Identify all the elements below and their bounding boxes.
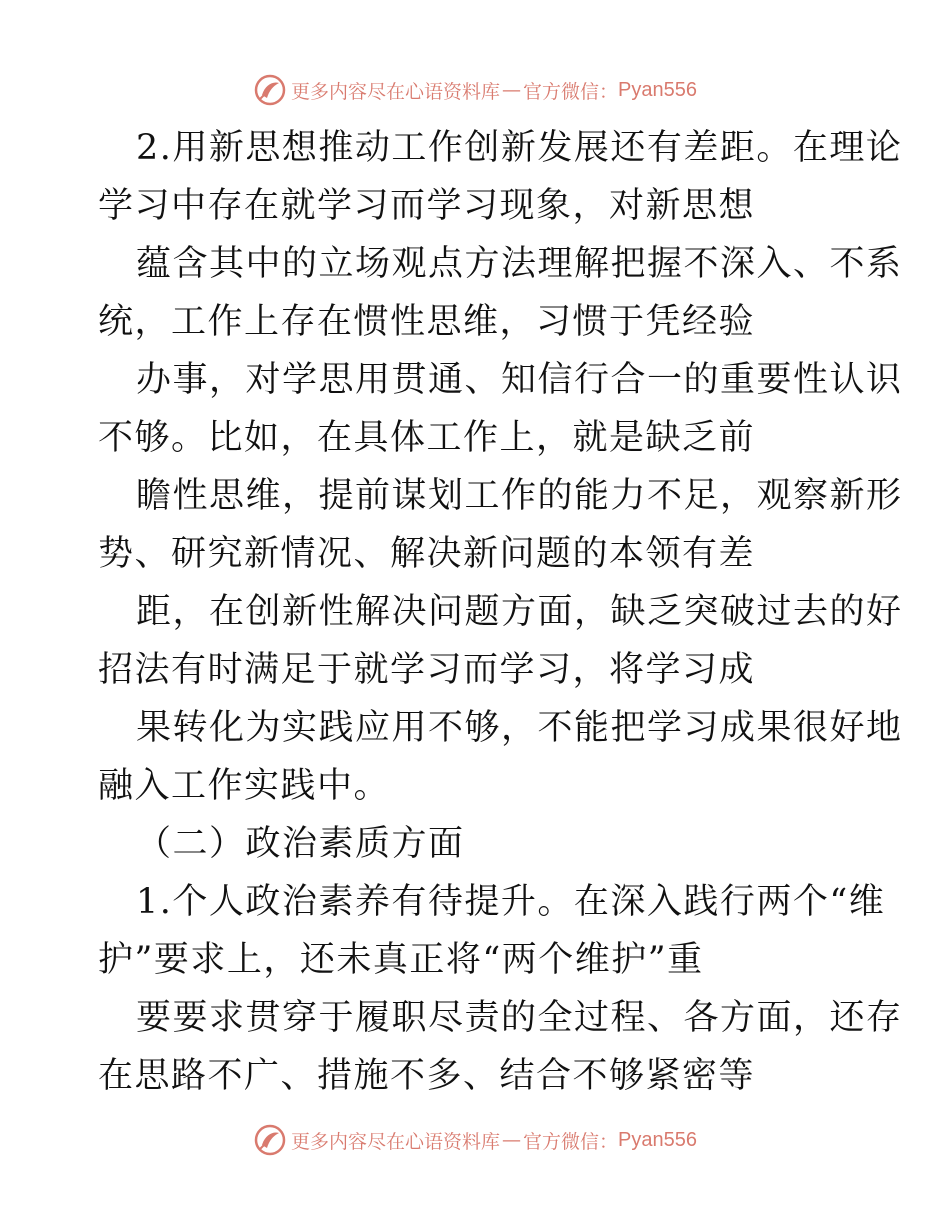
text-line: 办事，对学思用贯通、知信行合一的重要性认识: [136, 360, 903, 400]
text-line: 融入工作实践中。: [98, 766, 391, 806]
text-line: 瞻性思维，提前谋划工作的能力不足，观察新形: [136, 476, 903, 516]
watermark-label: 官方微信：: [523, 80, 619, 103]
seal-logo-icon: [253, 73, 287, 107]
watermark-label: 官方微信：: [523, 1130, 619, 1153]
text-line: 距，在创新性解决问题方面，缺乏突破过去的好: [136, 592, 903, 632]
text-line: 统，工作上存在惯性思维，习惯于凭经验: [98, 302, 756, 342]
watermark-contact: Pyan556: [618, 78, 697, 101]
text-line: 果转化为实践应用不够，不能把学习成果很好地: [136, 708, 903, 748]
text-line: 2.用新思想推动工作创新发展还有差距。在理论: [136, 128, 903, 168]
text-line: 不够。比如，在具体工作上，就是缺乏前: [98, 418, 756, 458]
watermark-text: 更多内容尽在心语资料库: [291, 1130, 501, 1153]
watermark-header: [0, 72, 950, 108]
section-heading: （二）政治素质方面: [136, 824, 465, 864]
text-line: 招法有时满足于就学习而学习，将学习成: [98, 650, 756, 690]
watermark-contact: Pyan556: [618, 1128, 697, 1151]
seal-logo-icon: [253, 1123, 287, 1157]
text-line: 要要求贯穿于履职尽责的全过程、各方面，还存: [136, 998, 903, 1038]
text-line: 蕴含其中的立场观点方法理解把握不深入、不系: [136, 244, 903, 284]
watermark-text: 更多内容尽在心语资料库: [291, 80, 501, 103]
text-line: 在思路不广、措施不多、结合不够紧密等: [98, 1056, 756, 1096]
watermark-separator: —: [502, 1129, 522, 1151]
watermark-footer: [0, 1122, 950, 1158]
text-line: 学习中存在就学习而学习现象，对新思想: [98, 186, 756, 226]
watermark-separator: —: [502, 79, 522, 101]
text-line: 1.个人政治素养有待提升。在深入践行两个“维: [136, 882, 886, 922]
text-line: 护”要求上，还未真正将“两个维护”重: [98, 940, 704, 980]
text-line: 势、研究新情况、解决新问题的本领有差: [98, 534, 756, 574]
